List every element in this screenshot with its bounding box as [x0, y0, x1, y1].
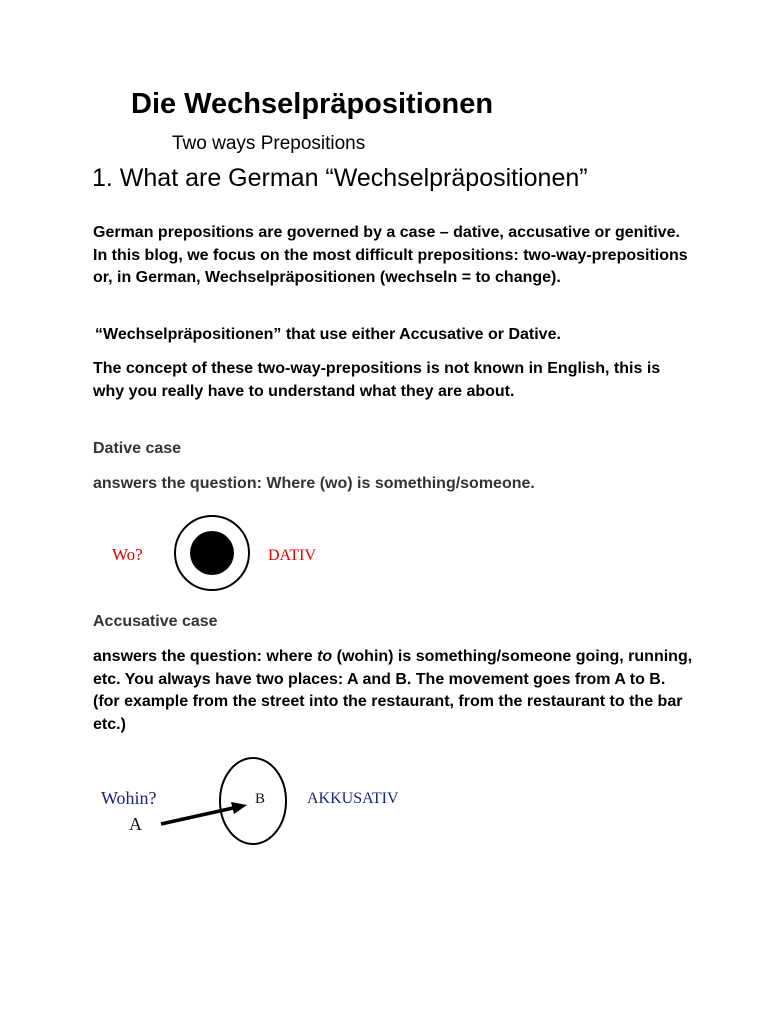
target-circle-icon — [220, 758, 286, 844]
akkusativ-diagram — [95, 750, 415, 850]
dativ-case-label: DATIV — [268, 547, 316, 564]
document-subtitle: Two ways Prepositions — [172, 133, 366, 154]
akkusativ-question-label: Wohin? — [101, 788, 157, 808]
dative-case-label: Dative case — [93, 440, 182, 457]
accusative-answer-prefix: answers the question: where — [93, 648, 318, 665]
accusative-case-label: Accusative case — [93, 613, 218, 630]
accusative-case-description — [93, 646, 693, 736]
dativ-diagram — [100, 510, 340, 600]
movement-arrow-head-icon — [231, 802, 247, 814]
point-b-label: B — [255, 791, 266, 807]
accusative-answer-emphasis: to — [317, 648, 333, 665]
section-heading: 1. What are German “Wechselpräpositionen” — [92, 164, 588, 192]
concept-paragraph: The concept of these two-way-prepositions is not known in English, this is why you really have to understand what they are about. — [93, 360, 661, 400]
dativ-question-label: Wo? — [112, 545, 143, 564]
filled-circle-icon — [190, 531, 234, 575]
akkusativ-diagram-graphic — [95, 750, 415, 850]
point-a-label: A — [129, 814, 142, 834]
dativ-diagram-graphic — [100, 510, 340, 600]
intro-paragraph: German prepositions are governed by a case – dative, accusative or genitive. In this blog, we focus on the most difficult prepositions: two-way-prepositions or, in German, Wechselpräpositionen (wechseln = to change). — [93, 224, 688, 286]
accusative-answer-suffix: (wohin) is something/someone going, running, etc. You always have two places: A and B. The movement goes from A to B. (for example from the street into the restaurant, from the restaurant to the bar etc.) — [93, 648, 693, 733]
document-title: Die Wechselpräpositionen — [131, 88, 494, 120]
usage-paragraph: “Wechselpräpositionen” that use either Accusative or Dative. — [95, 326, 561, 343]
akkusativ-case-label: AKKUSATIV — [307, 790, 399, 807]
dative-case-description: answers the question: Where (wo) is something/someone. — [93, 475, 535, 492]
